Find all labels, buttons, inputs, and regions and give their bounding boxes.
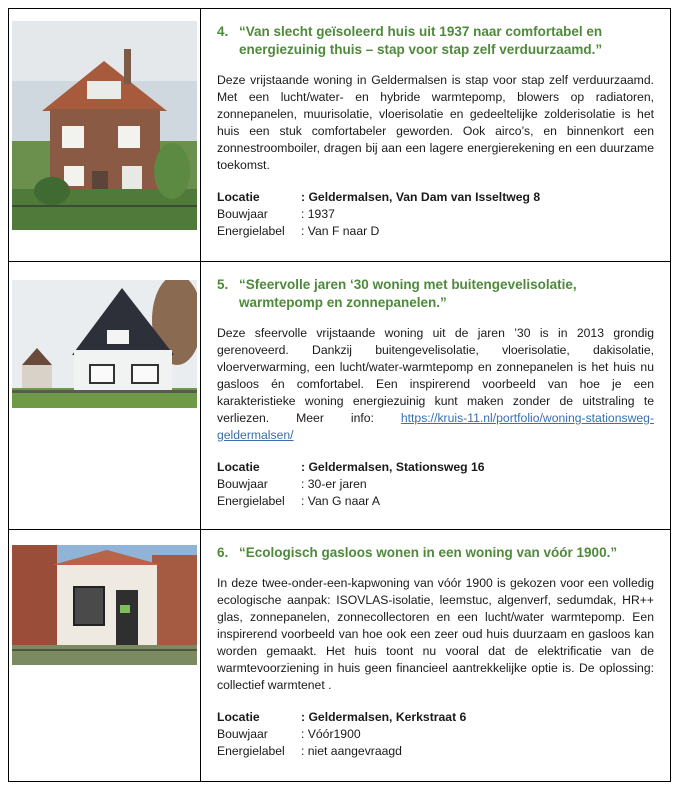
energielabel-value: : Van F naar D — [301, 224, 380, 238]
energielabel-label: Energielabel — [217, 224, 285, 238]
bouwjaar-label: Bouwjaar — [217, 727, 268, 741]
locatie-label: Locatie — [217, 710, 260, 724]
entry-description: Deze vrijstaande woning in Geldermalsen is stap voor stap zelf verduurzaamd. Met een lucht/water- en hybride warmtepomp, blowers op radiatoren, zonnepanelen, muurisolatie, vloerisolatie en gedeeltelijke zolderisolatie is het huis een stuk comfortabeler geworden. Ook airco’s, en binnenkort een zonnestroomboiler, dragen bij aan een lagere energierekening en een duurzame toekomst. — [217, 73, 654, 172]
text-cell — [201, 262, 671, 529]
entry-description — [217, 325, 654, 444]
entry-title-text: “Van slecht geïsoleerd huis uit 1937 naar comfortabel en energiezuinig thuis – stap voor stap zelf verduurzaamd.” — [239, 24, 603, 57]
text-cell — [201, 530, 671, 781]
locatie-label: Locatie — [217, 190, 260, 204]
entry-title — [217, 276, 654, 312]
bouwjaar-label: Bouwjaar — [217, 207, 268, 221]
bouwjaar-value: : 30-er jaren — [301, 477, 367, 491]
entry-number: 4. — [217, 24, 229, 39]
energielabel-value: : Van G naar A — [301, 494, 381, 508]
entry-title-text: “Sfeervolle jaren ‘30 woning met buitengevelisolatie, warmtepomp en zonnepanelen.” — [239, 277, 577, 310]
photo-cell — [9, 530, 201, 781]
house-photo-voor-1900 — [12, 545, 197, 665]
entry-title — [217, 23, 654, 59]
entry-meta — [217, 709, 654, 760]
energielabel-label: Energielabel — [217, 744, 285, 758]
bouwjaar-value: : Vóór1900 — [301, 727, 361, 741]
bouwjaar-label: Bouwjaar — [217, 477, 268, 491]
entry-number: 6. — [217, 545, 229, 560]
entry-description: In deze twee-onder-een-kapwoning van vóór 1900 is gekozen voor een volledig ecologische aanpak: ISOVLAS-isolatie, leemstuc, algenverf, sedumdak, HR++ glas, zonnepanelen, zonnecollectoren en een lucht/water warmtepomp. Een inspirerend voorbeeld van hoe ook een zeer oud huis duurzaam en gasloos kan worden gemaakt. Het huis toont nu vooral dat de elektrificatie van de warmtevoorziening in huis geen financieel aantrekkelijke optie is. De oplossing: collectief warmtenet . — [217, 576, 654, 692]
house-table — [8, 8, 671, 782]
table-row — [9, 262, 671, 530]
energielabel-label: Energielabel — [217, 494, 285, 508]
locatie-value: : Geldermalsen, Kerkstraat 6 — [301, 710, 467, 724]
locatie-value: : Geldermalsen, Van Dam van Isseltweg 8 — [301, 190, 541, 204]
house-photo-1937 — [12, 21, 197, 230]
locatie-value: : Geldermalsen, Stationsweg 16 — [301, 460, 485, 474]
entry-meta — [217, 459, 654, 510]
entry-number: 5. — [217, 277, 229, 292]
photo-cell — [9, 9, 201, 261]
locatie-label: Locatie — [217, 460, 260, 474]
photo-cell — [9, 262, 201, 529]
bouwjaar-value: : 1937 — [301, 207, 335, 221]
table-row — [9, 9, 671, 262]
table-row — [9, 530, 671, 782]
more-info-link[interactable]: https://kruis-11.nl/portfolio/woning-stationsweg-geldermalsen/ — [217, 411, 654, 442]
entry-meta — [217, 189, 654, 240]
text-cell — [201, 9, 671, 261]
entry-description-text: Deze sfeervolle vrijstaande woning uit de jaren ’30 is in 2013 grondig gerenoveerd. Dankzij buitengevelisolatie, vloerisolatie, dakisolatie, vloerverwarming, een lucht/water-warmtepomp en zonnepanelen is het huis nu gasloos én comfortabel. Een inspirerend voorbeeld van hoe je een karakteristieke woning energiezuinig kunt maken zonder de uitstraling te verliezen. Meer info: — [217, 326, 654, 425]
energielabel-value: : niet aangevraagd — [301, 744, 402, 758]
entry-title — [217, 544, 654, 562]
entry-title-text: “Ecologisch gasloos wonen in een woning van vóór 1900.” — [239, 545, 618, 560]
house-photo-jaren-30 — [12, 280, 197, 408]
